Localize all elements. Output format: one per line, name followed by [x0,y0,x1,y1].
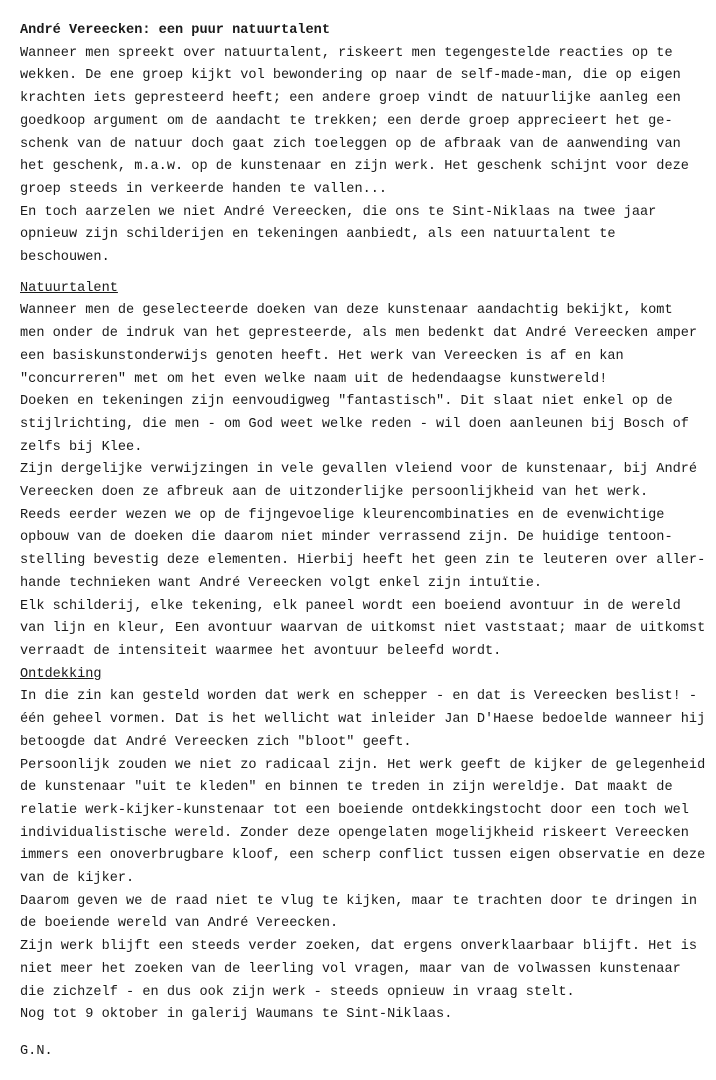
spacer [20,270,710,278]
text-line: krachten iets gepresteerd heeft; een andere groep vindt de natuurlijke aanleg een [20,91,681,107]
spacer [20,1027,710,1041]
text-line: stelling bevestig deze elementen. Hierbij heeft het geen zin te leuteren over aller- [20,553,706,569]
section-heading-ontdekking: Ontdekking [20,666,102,682]
text-line: relatie werk-kijker-kunstenaar tot een boeiende ontdekkingstocht door een toch wel [20,802,689,818]
text-line: goedkoop argument om de aandacht te trekken; een derde groep apprecieert het ge- [20,113,673,129]
text-line: hande technieken want André Vereecken volgt enkel zijn intuïtie. [20,575,543,591]
text-line: een basiskunstonderwijs genoten heeft. Het werk van Vereecken is af en kan [20,348,624,364]
text-line: zelfs bij Klee. [20,439,143,455]
text-line: Zijn werk blijft een steeds verder zoeken, dat ergens onverklaarbaar blijft. Het is [20,939,698,955]
text-line: Doeken en tekeningen zijn eenvoudigweg "fantastisch". Dit slaat niet enkel op de [20,394,673,410]
signature: G.N. [20,1043,53,1059]
text-line: de kunstenaar "uit te kleden" en binnen te treden in zijn wereldje. Dat maakt de [20,780,673,796]
article-title: André Vereecken: een puur natuurtalent [20,23,330,38]
text-line: individualistische wereld. Zonder deze opengelaten mogelijkheid riskeert Vereecken [20,825,689,841]
text-line: Wanneer men de geselecteerde doeken van deze kunstenaar aandachtig bekijkt, komt [20,303,673,319]
text-line: En toch aarzelen we niet André Vereecken, die ons te Sint-Niklaas na twee jaar [20,204,657,220]
text-line: "concurreren" met om het even welke naam uit de hedendaagse kunstwereld! [20,371,608,387]
text-line: opnieuw zijn schilderijen en tekeningen aanbiedt, als een natuurtalent te [20,227,616,243]
text-line: In die zin kan gesteld worden dat werk en schepper - en dat is Vereecken beslist! - [20,689,698,705]
text-line: wekken. De ene groep kijkt vol bewondering op naar de self-made-man, die op eigen [20,68,681,84]
text-line: Vereecken doen ze afbreuk aan de uitzonderlijke persoonlijkheid van het werk. [20,485,649,501]
text-line: Zijn dergelijke verwijzingen in vele gevallen vleiend voor de kunstenaar, bij André [20,462,698,478]
text-line: die zichzelf - en dus ook zijn werk - steeds opnieuw in vraag stelt. [20,984,575,1000]
section-heading-natuurtalent: Natuurtalent [20,280,118,296]
text-line: Nog tot 9 oktober in galerij Waumans te Sint-Niklaas. [20,1007,453,1023]
text-line: van lijn en kleur, Een avontuur waarvan de uitkomst niet vaststaat; maar de uitkomst [20,621,706,637]
text-line: beschouwen. [20,250,110,266]
text-line: één geheel vormen. Dat is het wellicht wat inleider Jan D'Haese bedoelde wanneer hij [20,712,706,728]
intro-paragraph [20,43,710,270]
text-line: de boeiende wereld van André Vereecken. [20,916,339,932]
section-ontdekking-body [20,686,710,1027]
text-line: groep steeds in verkeerde handen te vallen... [20,181,388,197]
section-natuurtalent-body [20,300,710,663]
text-line: van de kijker. [20,871,135,887]
text-line: schenk van de natuur doch gaat zich toeleggen op de afbraak van de aanwending van [20,136,681,152]
text-line: opbouw van de doeken die daarom niet minder verrassend zijn. De huidige tentoon- [20,530,673,546]
text-line: Elk schilderij, elke tekening, elk paneel wordt een boeiend avontuur in de wereld [20,598,681,614]
text-line: verraadt de intensiteit waarmee het avontuur beleefd wordt. [20,643,502,659]
text-line: immers een onoverbrugbare kloof, een scherp conflict tussen eigen observatie en deze [20,848,706,864]
text-line: stijlrichting, die men - om God weet welke reden - wil doen aanleunen bij Bosch of [20,416,689,432]
text-line: men onder de indruk van het gepresteerde, als men bedenkt dat André Vereecken amper [20,326,698,342]
text-line: niet meer het zoeken van de leerling vol vragen, maar van de volwassen kunstenaar [20,961,681,977]
text-line: Reeds eerder wezen we op de fijngevoelige kleurencombinaties en de evenwichtige [20,507,665,523]
text-line: Daarom geven we de raad niet te vlug te kijken, maar te trachten door te dringen in [20,893,698,909]
text-line: betoogde dat André Vereecken zich "bloot" geeft. [20,734,412,750]
text-line: Persoonlijk zouden we niet zo radicaal zijn. Het werk geeft de kijker de gelegenheid [20,757,706,773]
article [20,20,710,1064]
text-line: het geschenk, m.a.w. op de kunstenaar en zijn werk. Het geschenk schijnt voor deze [20,159,689,175]
text-line: Wanneer men spreekt over natuurtalent, riskeert men tegengestelde reacties op te [20,45,673,61]
